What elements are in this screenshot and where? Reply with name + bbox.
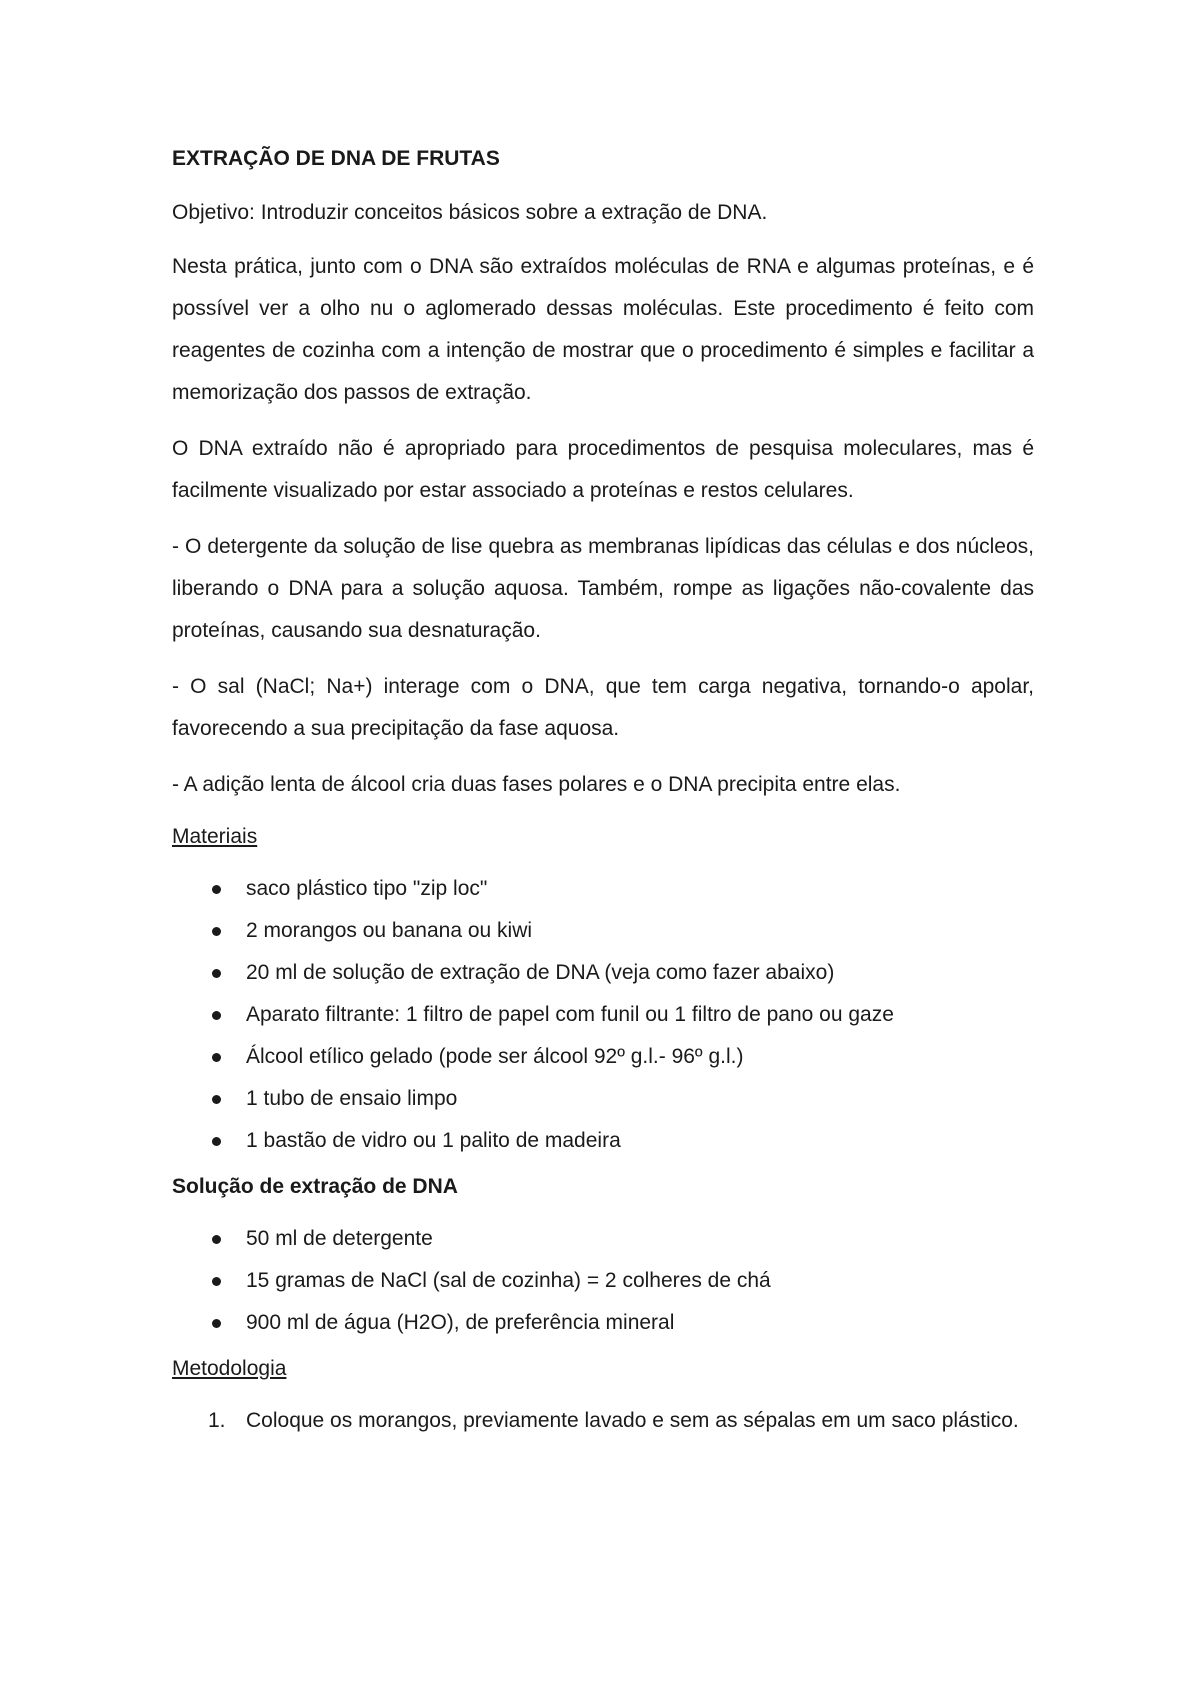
- paragraph-alcohol: - A adição lenta de álcool cria duas fases polares e o DNA precipita entre elas.: [172, 773, 901, 796]
- document-title: EXTRAÇÃO DE DNA DE FRUTAS: [172, 147, 500, 170]
- list-item-text: Aparato filtrante: 1 filtro de papel com funil ou 1 filtro de pano ou gaze: [246, 1003, 894, 1026]
- list-item-text: 1 bastão de vidro ou 1 palito de madeira: [246, 1129, 621, 1152]
- bullet-icon: [212, 1319, 221, 1328]
- list-item: [172, 1218, 1034, 1260]
- solution-heading: Solução de extração de DNA: [172, 1175, 458, 1198]
- list-item: [172, 994, 1034, 1036]
- list-item-text: 2 morangos ou banana ou kiwi: [246, 919, 533, 942]
- list-item-text: 20 ml de solução de extração de DNA (veja como fazer abaixo): [246, 961, 835, 984]
- step-number: 1.: [208, 1409, 226, 1432]
- list-item: [172, 952, 1034, 994]
- bullet-icon: [212, 1277, 221, 1286]
- list-item: [172, 910, 1034, 952]
- list-item-text: Álcool etílico gelado (pode ser álcool 92º g.l.- 96º g.l.): [246, 1045, 744, 1068]
- solution-list: [172, 1218, 1034, 1344]
- bullet-icon: [212, 1053, 221, 1062]
- bullet-icon: [212, 1011, 221, 1020]
- bullet-icon: [212, 1137, 221, 1146]
- list-item: [172, 1302, 1034, 1344]
- materials-heading: Materiais: [172, 825, 258, 848]
- methodology-heading: Metodologia: [172, 1357, 287, 1380]
- paragraph-salt: - O sal (NaCl; Na+) interage com o DNA, que tem carga negativa, tornando-o apolar, favorecendo a sua precipitação da fase aquosa.: [172, 675, 1034, 740]
- bullet-icon: [212, 1095, 221, 1104]
- methodology-steps: [172, 1400, 1034, 1442]
- list-item-text: 50 ml de detergente: [246, 1227, 433, 1250]
- step-item: [172, 1400, 1034, 1442]
- bullet-icon: [212, 1235, 221, 1244]
- objective-text: Objetivo: Introduzir conceitos básicos sobre a extração de DNA.: [172, 201, 768, 224]
- paragraph-intro: Nesta prática, junto com o DNA são extraídos moléculas de RNA e algumas proteínas, e é possível ver a olho nu o aglomerado dessas moléculas. Este procedimento é feito com reagentes de cozinha com a intenção de mostrar que o procedimento é simples e facilitar a memorização dos passos de extração.: [172, 255, 1034, 404]
- list-item-text: 900 ml de água (H2O), de preferência mineral: [246, 1311, 675, 1334]
- list-item: [172, 1078, 1034, 1120]
- list-item: [172, 1120, 1034, 1162]
- list-item-text: 1 tubo de ensaio limpo: [246, 1087, 458, 1110]
- materials-list: [172, 868, 1034, 1162]
- paragraph-note: O DNA extraído não é apropriado para procedimentos de pesquisa moleculares, mas é facilmente visualizado por estar associado a proteínas e restos celulares.: [172, 437, 1034, 502]
- paragraph-detergent: - O detergente da solução de lise quebra as membranas lipídicas das células e dos núcleos, liberando o DNA para a solução aquosa. Também, rompe as ligações não-covalente das proteínas, causando sua desnaturação.: [172, 535, 1034, 642]
- bullet-icon: [212, 927, 221, 936]
- list-item: [172, 868, 1034, 910]
- list-item-text: 15 gramas de NaCl (sal de cozinha) = 2 colheres de chá: [246, 1269, 771, 1292]
- list-item: [172, 1260, 1034, 1302]
- step-text: Coloque os morangos, previamente lavado e sem as sépalas em um saco plástico.: [246, 1409, 1019, 1432]
- bullet-icon: [212, 969, 221, 978]
- document-page: [172, 138, 1034, 1442]
- bullet-icon: [212, 885, 221, 894]
- list-item-text: saco plástico tipo "zip loc": [246, 877, 488, 900]
- list-item: [172, 1036, 1034, 1078]
